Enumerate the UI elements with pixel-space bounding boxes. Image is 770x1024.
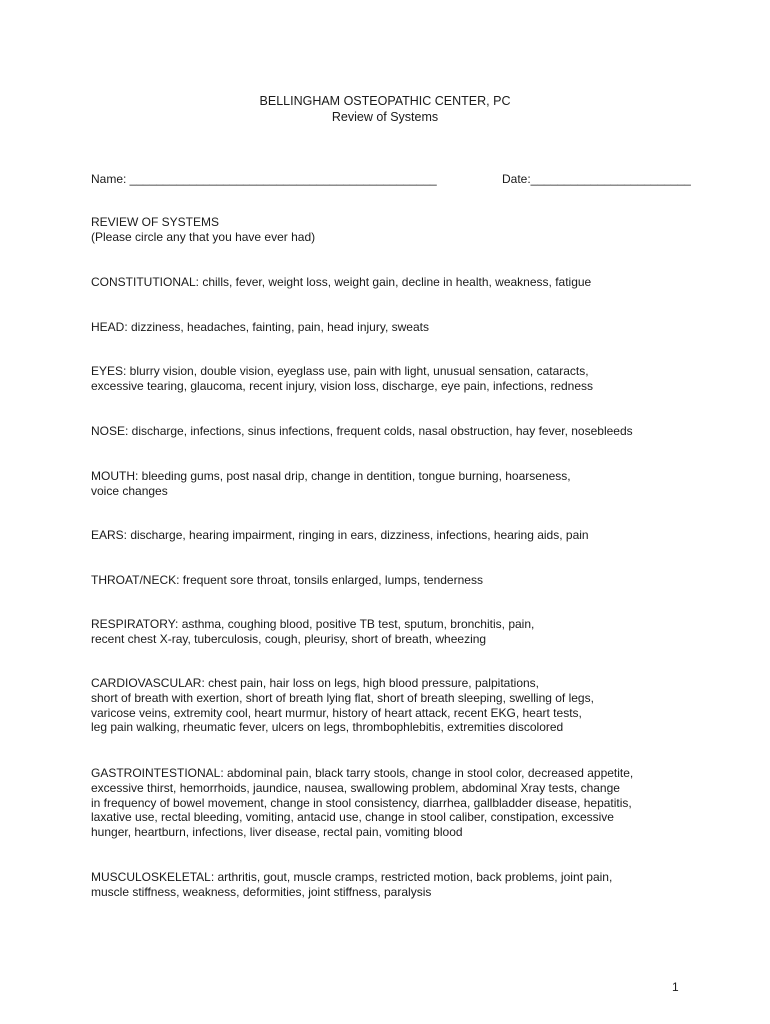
cardiovascular-line: CARDIOVASCULAR: chest pain, hair loss on legs, high blood pressure, palpitations,: [91, 676, 540, 690]
musculoskeletal-line: MUSCULOSKELETAL: arthritis, gout, muscle cramps, restricted motion, back problems, joint pain,: [91, 870, 613, 884]
throat-neck-line: THROAT/NECK: frequent sore throat, tonsils enlarged, lumps, tenderness: [91, 573, 483, 587]
nose-line: NOSE: discharge, infections, sinus infections, frequent colds, nasal obstruction, hay fever, nosebleeds: [91, 424, 633, 438]
eyes-line: excessive tearing, glaucoma, recent injury, vision loss, discharge, eye pain, infections, redness: [91, 378, 594, 393]
section-heading: REVIEW OF SYSTEMS: [91, 215, 220, 229]
page-number: 1: [672, 980, 679, 994]
gastrointestinal-line: hunger, heartburn, infections, liver disease, rectal pain, vomiting blood: [91, 825, 463, 840]
clinic-title: BELLINGHAM OSTEOPATHIC CENTER, PC: [259, 94, 511, 108]
head-section: [91, 320, 691, 335]
cardiovascular-line: short of breath with exertion, short of breath lying flat, short of breath sleeping, swelling of legs,: [91, 690, 594, 705]
mouth-line: voice changes: [91, 483, 168, 498]
gastrointestinal-line: in frequency of bowel movement, change in stool consistency, diarrhea, gallbladder disease, hepatitis,: [91, 795, 632, 810]
respiratory-section: [91, 617, 691, 647]
musculoskeletal-line: muscle stiffness, weakness, deformities, joint stiffness, paralysis: [91, 884, 432, 899]
nose-section: [91, 424, 691, 439]
respiratory-line: RESPIRATORY: asthma, coughing blood, positive TB test, sputum, bronchitis, pain,: [91, 617, 535, 631]
eyes-section: [91, 364, 691, 394]
respiratory-line: recent chest X-ray, tuberculosis, cough, pleurisy, short of breath, wheezing: [91, 631, 487, 646]
date-field[interactable]: Date:________________________: [502, 172, 691, 186]
cardiovascular-section: [91, 676, 691, 735]
constitutional-section: [91, 275, 691, 290]
constitutional-line: CONSTITUTIONAL: chills, fever, weight loss, weight gain, decline in health, weakness, fatigue: [91, 275, 592, 289]
throat-neck-section: [91, 573, 691, 588]
instruction-text: (Please circle any that you have ever had): [91, 230, 316, 244]
gastrointestinal-line: laxative use, rectal bleeding, vomiting, antacid use, change in stool caliber, constipation, excessive: [91, 810, 614, 825]
gastrointestinal-section: [91, 766, 691, 840]
head-line: HEAD: dizziness, headaches, fainting, pain, head injury, sweats: [91, 320, 429, 334]
gastrointestinal-line: GASTROINTESTIONAL: abdominal pain, black tarry stools, change in stool color, decreased appetite,: [91, 766, 634, 780]
gastrointestinal-line: excessive thirst, hemorrhoids, jaundice, nausea, swallowing problem, abdominal Xray tests, change: [91, 780, 620, 795]
mouth-section: [91, 469, 691, 499]
musculoskeletal-section: [91, 870, 691, 900]
name-field[interactable]: Name: ______________________________________________: [91, 172, 437, 186]
mouth-line: MOUTH: bleeding gums, post nasal drip, change in dentition, tongue burning, hoarseness,: [91, 469, 571, 483]
ears-section: [91, 528, 691, 543]
form-subtitle: Review of Systems: [331, 110, 439, 124]
cardiovascular-line: leg pain walking, rheumatic fever, ulcers on legs, thrombophlebitis, extremities discolored: [91, 720, 564, 735]
cardiovascular-line: varicose veins, extremity cool, heart murmur, history of heart attack, recent EKG, heart tests,: [91, 705, 582, 720]
ears-line: EARS: discharge, hearing impairment, ringing in ears, dizziness, infections, hearing aids, pain: [91, 528, 589, 542]
eyes-line: EYES: blurry vision, double vision, eyeglass use, pain with light, unusual sensation, cataracts,: [91, 364, 589, 378]
